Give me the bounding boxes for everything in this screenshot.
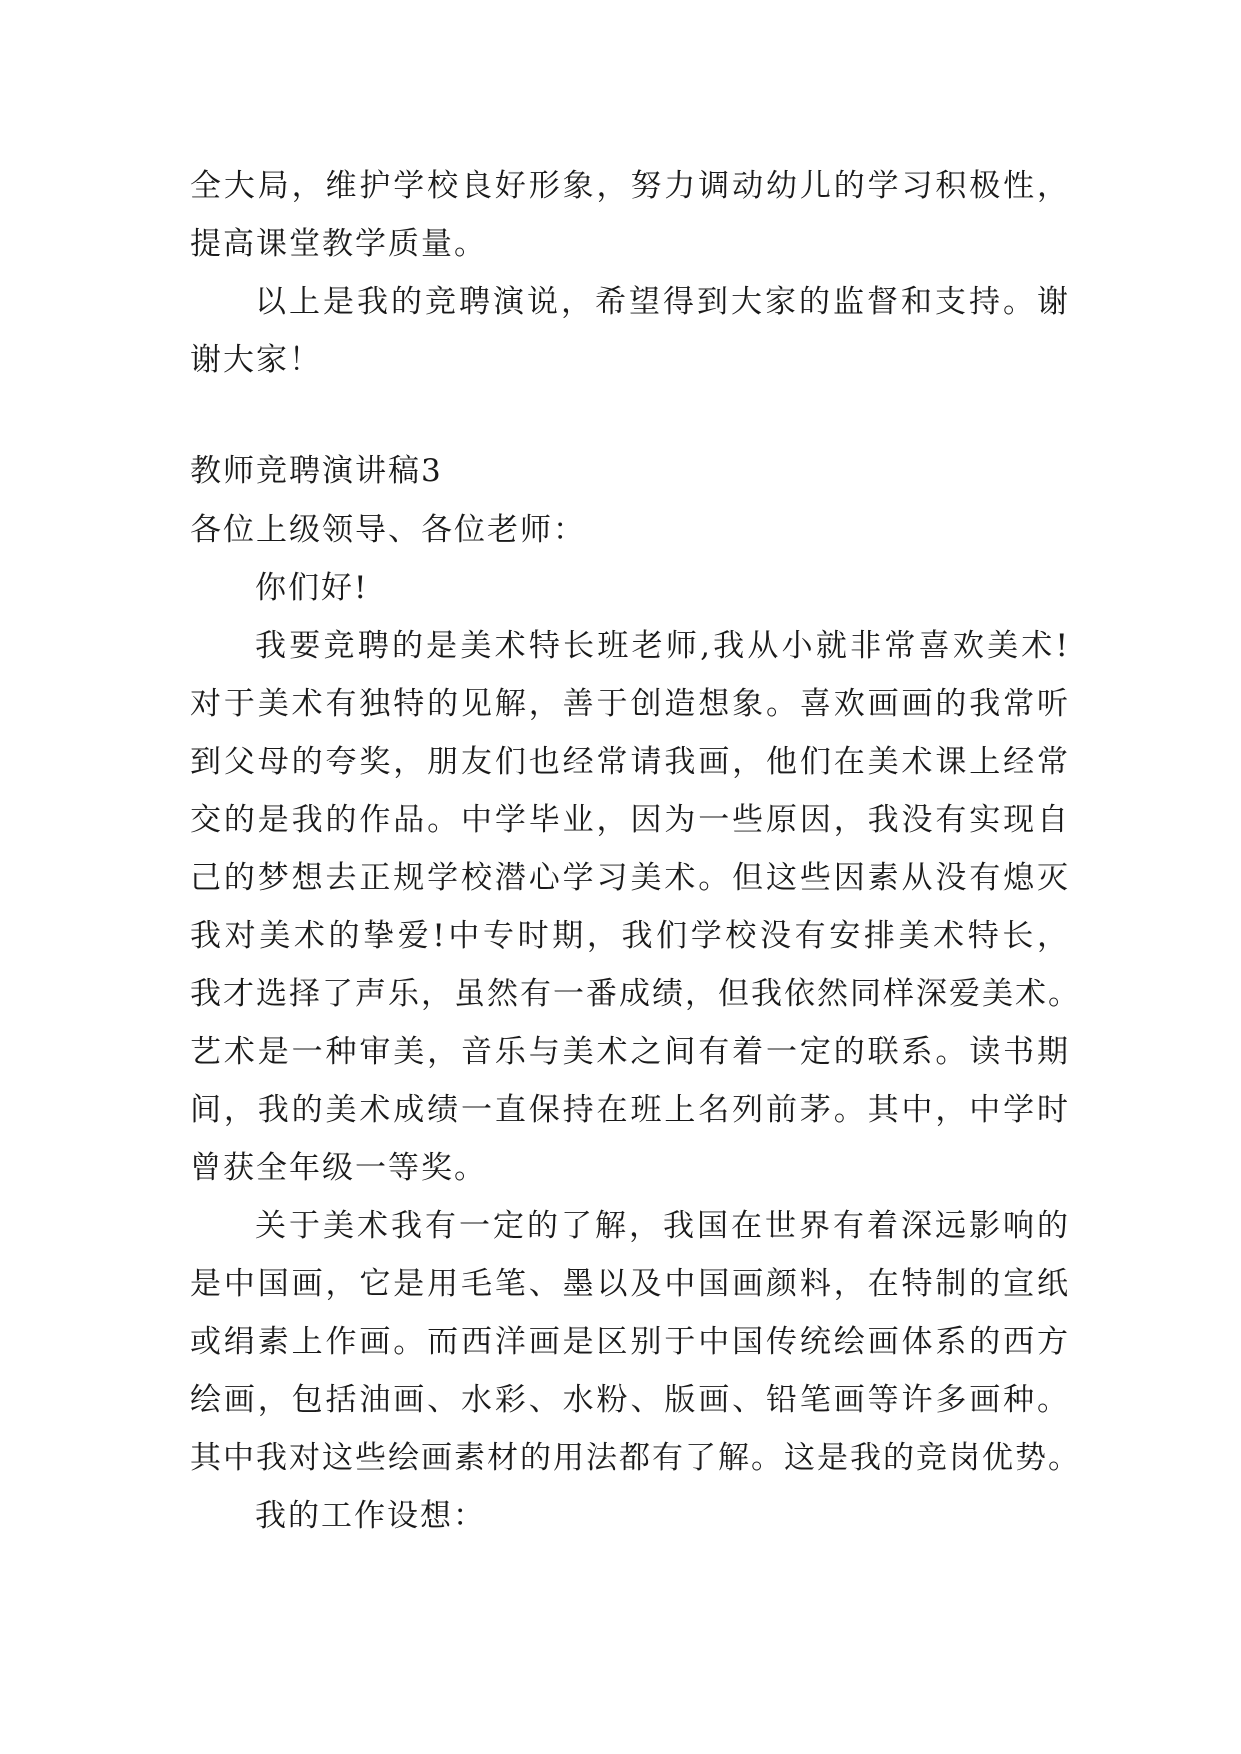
paragraph-line: 其中我对这些绘画素材的用法都有了解。这是我的竞岗优势。 [190, 1440, 1081, 1476]
paragraph-line: 我要竞聘的是美术特长班老师,我从小就非常喜欢美术! [255, 628, 1070, 664]
paragraph-line: 关于美术我有一定的了解，我国在世界有着深远影响的 [255, 1208, 1070, 1244]
paragraph-line: 或绢素上作画。而西洋画是区别于中国传统绘画体系的西方 [190, 1324, 1070, 1360]
paragraph-line: 己的梦想去正规学校潜心学习美术。但这些因素从没有熄灭 [190, 860, 1070, 896]
paragraph-line: 间，我的美术成绩一直保持在班上名列前茅。其中，中学时 [190, 1092, 1070, 1128]
paragraph-line: 提高课堂教学质量。 [190, 226, 487, 262]
paragraph-line: 交的是我的作品。中学毕业，因为一些原因，我没有实现自 [190, 802, 1070, 838]
paragraph-line: 是中国画，它是用毛笔、墨以及中国画颜料，在特制的宣纸 [190, 1266, 1070, 1302]
paragraph-line: 我对美术的挚爱!中专时期，我们学校没有安排美术特长， [190, 918, 1070, 954]
paragraph-line: 全大局，维护学校良好形象，努力调动幼儿的学习积极性， [190, 168, 1070, 204]
greeting: 你们好! [255, 570, 369, 606]
paragraph-line: 绘画，包括油画、水彩、水粉、版画、铅笔画等许多画种。 [190, 1382, 1070, 1418]
paragraph-line: 曾获全年级一等奖。 [190, 1150, 487, 1186]
paragraph-line: 我才选择了声乐，虽然有一番成绩，但我依然同样深爱美术。 [190, 976, 1081, 1012]
paragraph-line: 对于美术有独特的见解，善于创造想象。喜欢画画的我常听 [190, 686, 1070, 722]
paragraph-line: 以上是我的竞聘演说，希望得到大家的监督和支持。谢 [255, 284, 1070, 320]
paragraph-line: 艺术是一种审美，音乐与美术之间有着一定的联系。读书期 [190, 1034, 1070, 1070]
paragraph-line: 我的工作设想： [255, 1498, 486, 1534]
salutation: 各位上级领导、各位老师： [190, 512, 586, 548]
paragraph-line: 到父母的夸奖，朋友们也经常请我画，他们在美术课上经常 [190, 744, 1070, 780]
section-heading: 教师竞聘演讲稿3 [190, 453, 443, 489]
paragraph-line: 谢大家！ [190, 342, 322, 378]
